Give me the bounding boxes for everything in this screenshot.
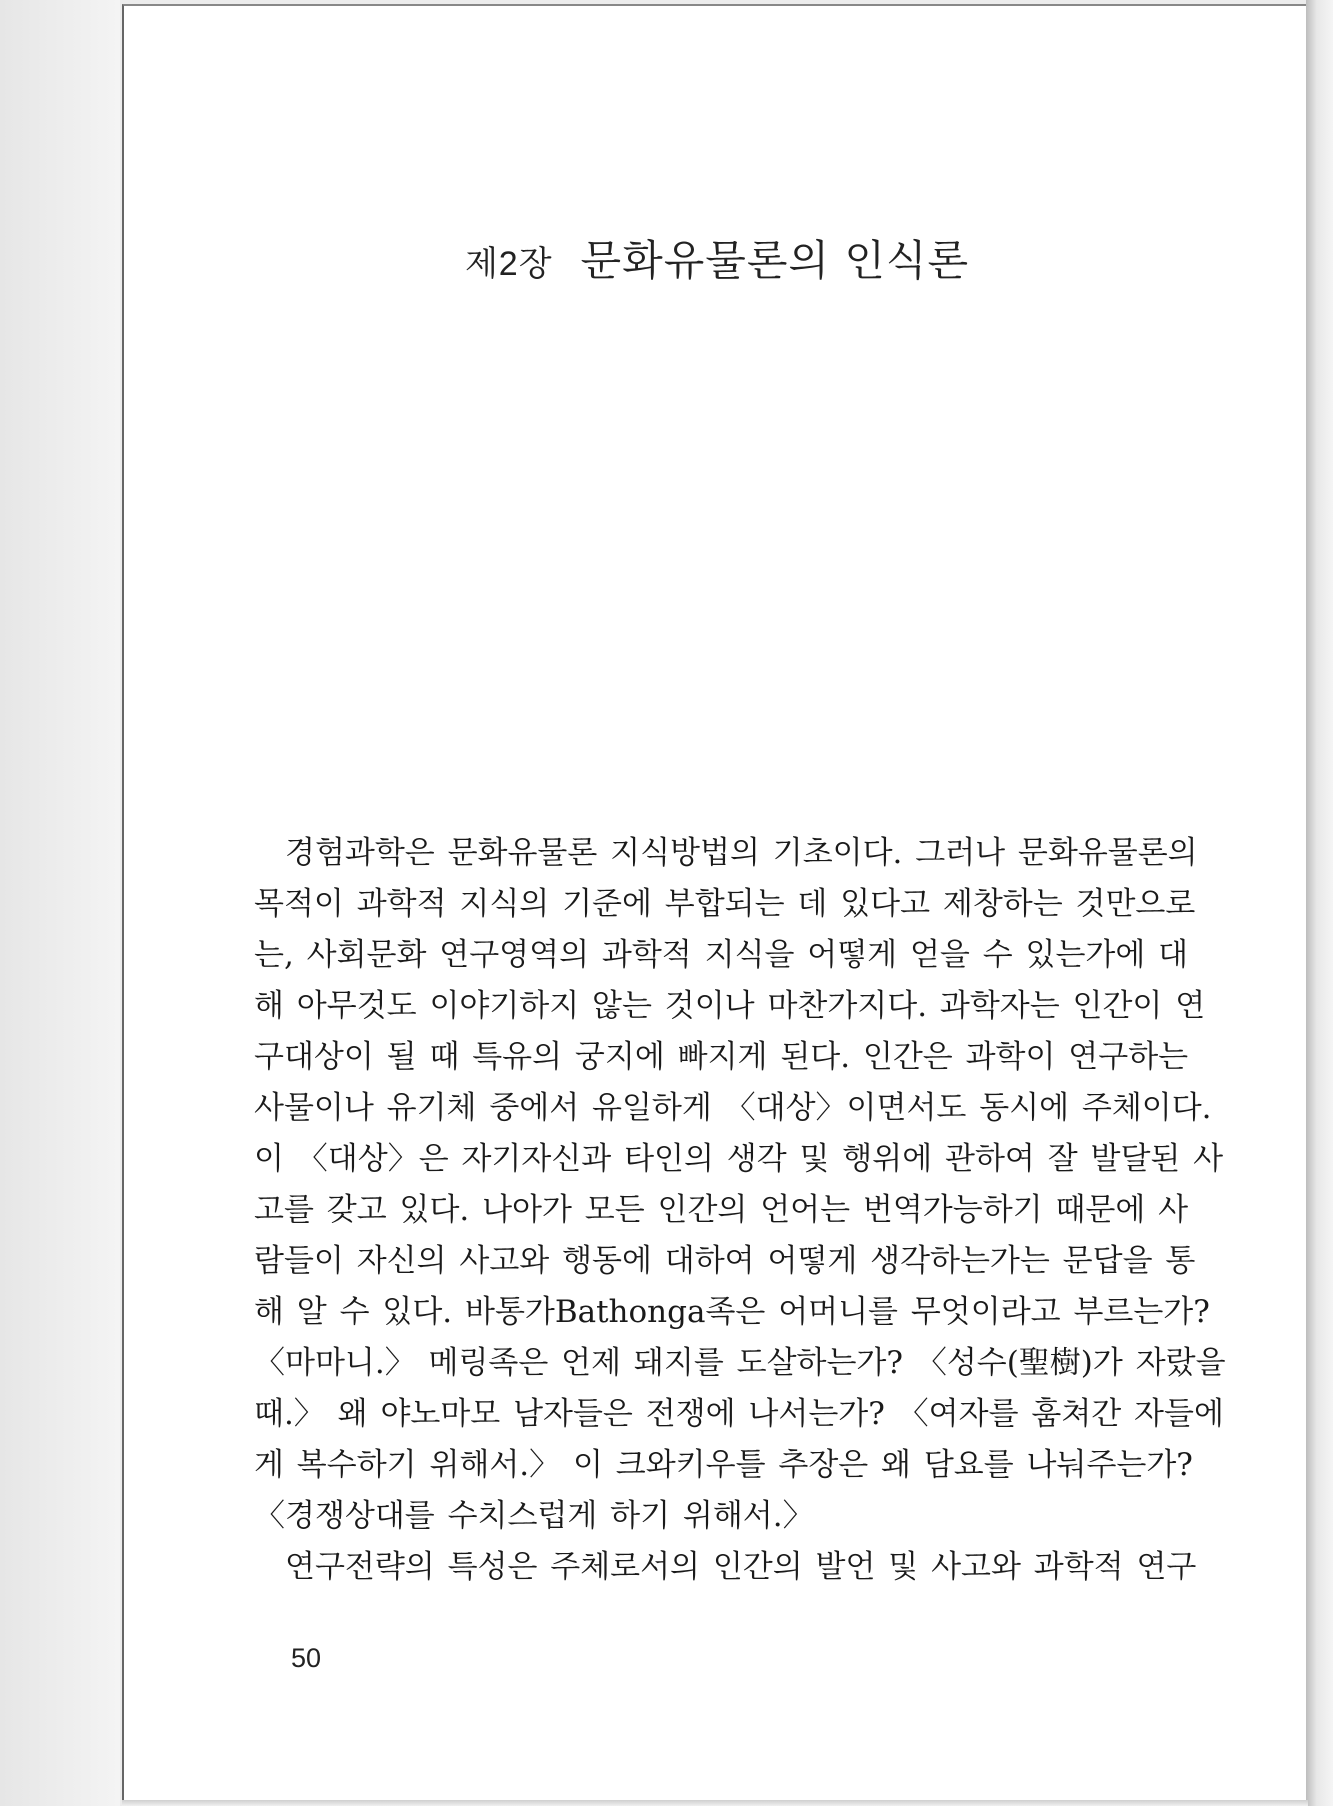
chapter-number: 제2장 bbox=[464, 245, 553, 283]
text-line: 구대상이 될 때 특유의 궁지에 빠지게 된다. 인간은 과학이 연구하는 bbox=[254, 1039, 1189, 1075]
book-page bbox=[122, 4, 1308, 1802]
text-line: 〈마마니.〉 메링족은 언제 돼지를 도살하는가? 〈성수(聖樹)가 자랐을 bbox=[254, 1345, 1226, 1381]
page-number: 50 bbox=[291, 1643, 322, 1673]
scanner-background bbox=[0, 0, 120, 1806]
page-edge-shadow bbox=[1306, 0, 1333, 1806]
text-line: 목적이 과학적 지식의 기준에 부합되는 데 있다고 제창하는 것만으로 bbox=[254, 886, 1196, 922]
text-line: 해 알 수 있다. 바통가Bathonga족은 어머니를 무엇이라고 부르는가? bbox=[254, 1294, 1210, 1330]
page-bottom-edge bbox=[122, 1800, 1308, 1806]
text-line: 해 아무것도 이야기하지 않는 것이나 마찬가지다. 과학자는 인간이 연 bbox=[254, 988, 1206, 1024]
text-line: 이 〈대상〉은 자기자신과 타인의 생각 및 행위에 관하여 잘 발달된 사 bbox=[254, 1141, 1224, 1177]
text-line: 때.〉 왜 야노마모 남자들은 전쟁에 나서는가? 〈여자를 훔쳐간 자들에 bbox=[254, 1396, 1224, 1432]
text-line: 사물이나 유기체 중에서 유일하게 〈대상〉이면서도 동시에 주체이다. bbox=[254, 1090, 1212, 1126]
text-line: 〈경쟁상대를 수치스럽게 하기 위해서.〉 bbox=[254, 1498, 814, 1534]
text-line: 는, 사회문화 연구영역의 과학적 지식을 어떻게 얻을 수 있는가에 대 bbox=[254, 937, 1189, 973]
paragraph-1 bbox=[254, 828, 1294, 1542]
text-line: 게 복수하기 위해서.〉 이 크와키우틀 추장은 왜 담요를 나눠주는가? bbox=[254, 1447, 1193, 1483]
text-line: 람들이 자신의 사고와 행동에 대하여 어떻게 생각하는가는 문답을 통 bbox=[254, 1243, 1196, 1279]
chapter-title bbox=[124, 228, 1310, 288]
text-line: 경험과학은 문화유물론 지식방법의 기초이다. 그러나 문화유물론의 bbox=[254, 835, 1198, 871]
text-line: 고를 갖고 있다. 나아가 모든 인간의 언어는 번역가능하기 때문에 사 bbox=[254, 1192, 1189, 1228]
body-text bbox=[254, 828, 1294, 1593]
chapter-heading: 문화유물론의 인식론 bbox=[580, 236, 970, 285]
paragraph-2 bbox=[254, 1542, 1294, 1593]
text-line: 연구전략의 특성은 주체로서의 인간의 발언 및 사고와 과학적 연구 bbox=[254, 1549, 1197, 1585]
